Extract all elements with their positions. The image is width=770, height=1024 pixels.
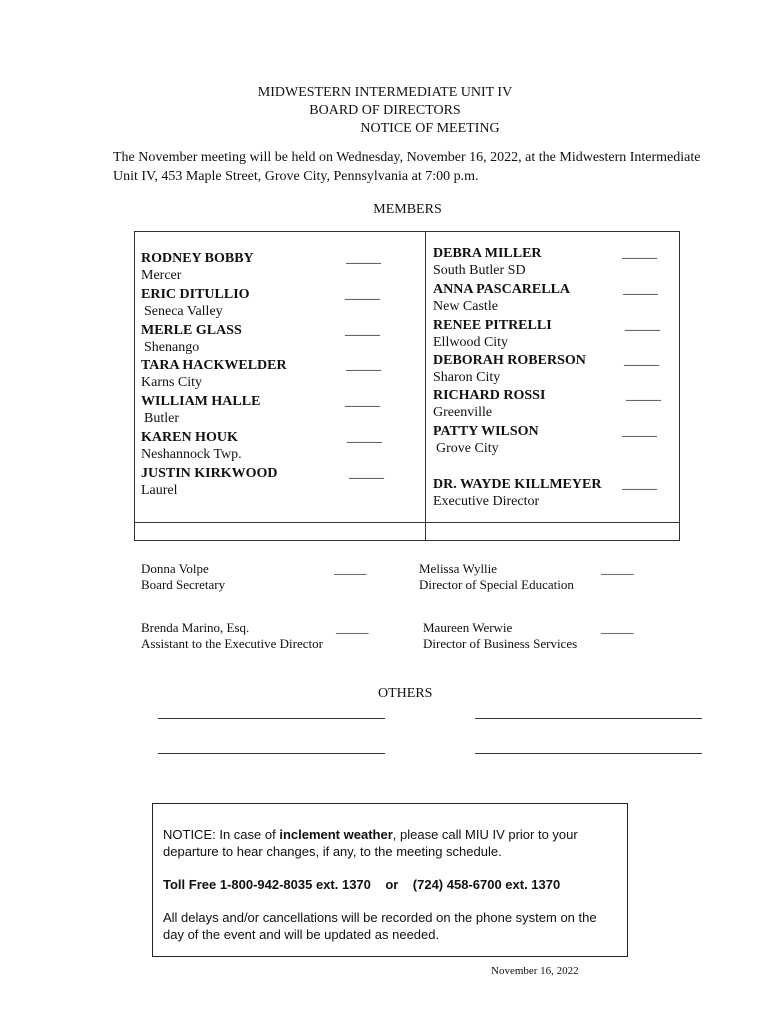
meeting-intro: The November meeting will be held on Wednesday, November 16, 2022, at the Midwestern Intermediate Unit IV, 453 Maple Street, Grove City, Pennsylvania at 7:00 p.m.: [113, 150, 701, 184]
attendance-blank: _____: [345, 287, 380, 302]
staff-donna-volpe: [141, 561, 225, 593]
notice-emphasis: inclement weather: [279, 827, 393, 842]
member-name: TARA HACKWELDER: [141, 358, 287, 373]
member-richard-rossi: [433, 387, 545, 421]
header-line-3: NOTICE OF MEETING: [360, 121, 500, 136]
member-eric-ditullio: [141, 286, 250, 320]
executive-director: [433, 476, 601, 510]
staff-name: Melissa Wyllie: [419, 561, 498, 576]
attendance-blank: _____: [622, 424, 657, 439]
notice-suffix: , please call MIU IV prior to your departure to hear changes, if any, to the meeting schedule.: [163, 827, 578, 859]
attendance-blank: _____: [334, 561, 367, 576]
others-heading: OTHERS: [378, 686, 433, 701]
staff-name: Maureen Werwie: [423, 620, 513, 635]
member-district: Greenville: [433, 405, 493, 420]
table-divider: [425, 231, 426, 541]
attendance-blank: _____: [346, 251, 381, 266]
staff-maureen-werwie: [423, 620, 577, 652]
attendance-blank: _____: [347, 430, 382, 445]
member-patty-wilson: [433, 423, 539, 457]
member-name: RENEE PITRELLI: [433, 318, 552, 333]
member-district: New Castle: [433, 299, 498, 314]
member-district: Grove City: [436, 441, 499, 456]
member-district: Seneca Valley: [144, 304, 223, 319]
attendance-blank: _____: [625, 318, 660, 333]
members-heading: MEMBERS: [373, 202, 442, 217]
member-name: JUSTIN KIRKWOOD: [141, 466, 278, 481]
footer-date: November 16, 2022: [491, 965, 579, 977]
attendance-blank: _____: [345, 394, 380, 409]
staff-name: Donna Volpe: [141, 561, 209, 576]
staff-melissa-wyllie: [419, 561, 574, 593]
staff-title: Assistant to the Executive Director: [141, 636, 323, 651]
member-name: ERIC DITULLIO: [141, 287, 250, 302]
member-district: Shenango: [144, 340, 200, 355]
others-signature-line: [158, 718, 385, 719]
staff-title: Director of Business Services: [423, 636, 578, 651]
attendance-blank: _____: [601, 620, 634, 635]
staff-title: Board Secretary: [141, 577, 226, 592]
staff-name: Brenda Marino, Esq.: [141, 620, 250, 635]
member-name: PATTY WILSON: [433, 424, 539, 439]
member-name: KAREN HOUK: [141, 430, 238, 445]
member-district: Laurel: [141, 483, 178, 498]
director-title: Executive Director: [433, 494, 540, 509]
member-name: MERLE GLASS: [141, 323, 242, 338]
member-karen-houk: [141, 429, 242, 463]
header-line-1: MIDWESTERN INTERMEDIATE UNIT IV: [257, 85, 513, 100]
attendance-blank: _____: [349, 466, 384, 481]
attendance-blank: _____: [622, 246, 657, 261]
staff-title: Director of Special Education: [419, 577, 574, 592]
member-justin-kirkwood: [141, 465, 278, 499]
member-district: Ellwood City: [433, 335, 509, 350]
header-line-2: BOARD OF DIRECTORS: [309, 103, 461, 118]
attendance-blank: _____: [345, 323, 380, 338]
attendance-blank: _____: [346, 358, 381, 373]
phone-numbers: Toll Free 1-800-942-8035 ext. 1370 or (724) 458-6700 ext. 1370: [163, 877, 561, 892]
attendance-blank: _____: [623, 282, 658, 297]
others-signature-line: [475, 718, 702, 719]
notice-phones: [163, 876, 617, 893]
director-name: DR. WAYDE KILLMEYER: [433, 477, 602, 492]
staff-brenda-marino: [141, 620, 323, 652]
attendance-blank: _____: [336, 620, 369, 635]
notice-prefix: NOTICE: In case of: [163, 827, 280, 842]
member-name: WILLIAM HALLE: [141, 394, 261, 409]
notice-delays: All delays and/or cancellations will be recorded on the phone system on the day of the event and will be updated as needed.: [163, 910, 597, 942]
others-signature-line: [158, 753, 385, 754]
member-anna-pascarella: [433, 281, 570, 315]
member-district: Karns City: [141, 375, 203, 390]
member-name: DEBORAH ROBERSON: [433, 353, 586, 368]
member-william-halle: [141, 393, 260, 427]
member-rodney-bobby: [141, 250, 254, 284]
member-tara-hackwelder: [141, 357, 287, 391]
member-debra-miller: [433, 245, 542, 279]
attendance-blank: _____: [624, 353, 659, 368]
attendance-blank: _____: [601, 561, 634, 576]
member-name: RODNEY BOBBY: [141, 251, 254, 266]
member-district: South Butler SD: [433, 263, 526, 278]
member-renee-pitrelli: [433, 317, 552, 351]
notice-text: [163, 826, 617, 860]
attendance-blank: _____: [626, 388, 661, 403]
member-name: ANNA PASCARELLA: [433, 282, 571, 297]
member-district: Butler: [144, 411, 179, 426]
member-name: DEBRA MILLER: [433, 246, 542, 261]
others-signature-line: [475, 753, 702, 754]
weather-notice-box: [152, 803, 628, 957]
table-footer-line: [134, 522, 680, 523]
member-merle-glass: [141, 322, 242, 356]
member-district: Neshannock Twp.: [141, 447, 242, 462]
attendance-blank: _____: [622, 477, 657, 492]
member-district: Mercer: [141, 268, 182, 283]
member-deborah-roberson: [433, 352, 586, 386]
member-name: RICHARD ROSSI: [433, 388, 546, 403]
member-district: Sharon City: [433, 370, 501, 385]
